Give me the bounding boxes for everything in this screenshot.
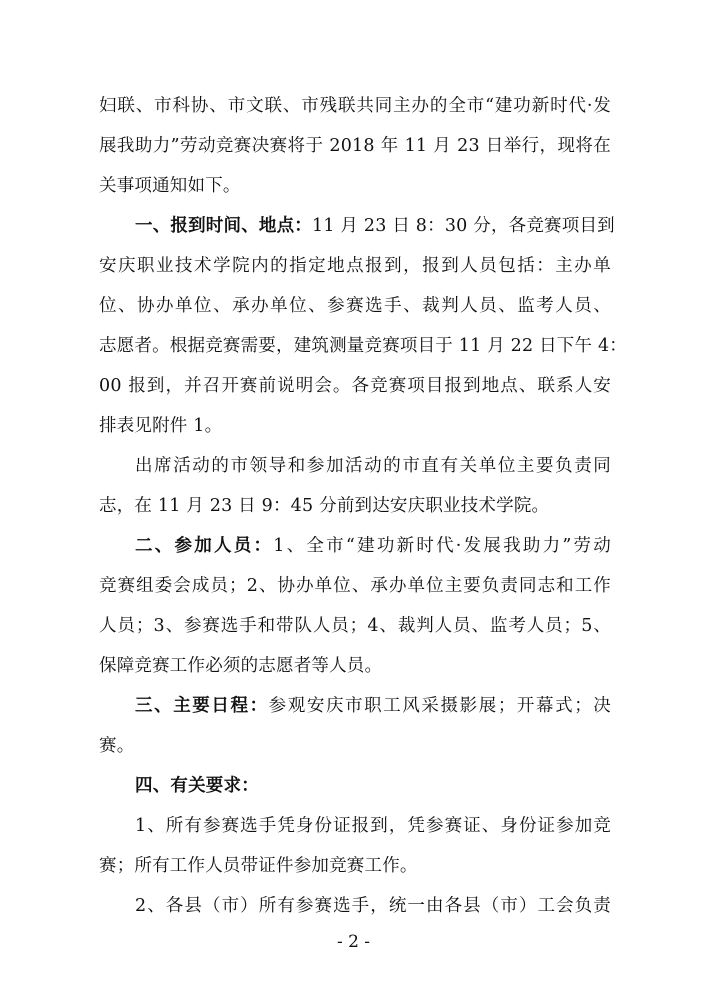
paragraph-text: 参观安庆市职工风采摄影展；开幕式；决 <box>268 696 611 716</box>
paragraph-line: 志愿者。根据竞赛需要，建筑测量竞赛项目于 11 月 22 日下午 4： <box>99 336 627 356</box>
paragraph-first-line <box>135 694 611 718</box>
paragraph-first-line: 1、所有参赛选手凭身份证报到，凭参赛证、身份证参加竞 <box>135 816 611 836</box>
paragraph-line: 位、协办单位、承办单位、参赛选手、裁判人员、监考人员、 <box>99 296 611 316</box>
paragraph-line: 志，在 11 月 23 日 9：45 分前到达安庆职业技术学院。 <box>99 496 550 516</box>
paragraph-line: 安庆职业技术学院内的指定地点报到，报到人员包括：主办单 <box>99 256 611 276</box>
section-heading: 四、有关要求： <box>135 776 259 796</box>
paragraph-text: 1、全市“建功新时代·发展我助力”劳动 <box>273 536 612 556</box>
paragraph-line: 展我助力”劳动竞赛决赛将于 2018 年 11 月 23 日举行，现将在 <box>99 136 611 156</box>
paragraph-line: 保障竞赛工作必须的志愿者等人员。 <box>99 656 383 676</box>
section-heading: 一、报到时间、地点： <box>135 216 312 236</box>
paragraph-line: 排表见附件 1。 <box>99 416 223 436</box>
paragraph-first-line <box>135 774 611 798</box>
paragraph-line: 人员；3、参赛选手和带队人员；4、裁判人员、监考人员；5、 <box>99 616 611 636</box>
paragraph-line: 妇联、市科协、市文联、市残联共同主办的全市“建功新时代·发 <box>99 96 611 116</box>
paragraph-first-line <box>135 534 611 558</box>
page-number: - 2 - <box>336 932 371 952</box>
paragraph-text: 11 月 23 日 8：30 分，各竞赛项目到 <box>312 216 615 236</box>
paragraph-line: 00 报到，并召开赛前说明会。各竞赛项目报到地点、联系人安 <box>99 376 611 396</box>
paragraph-first-line: 出席活动的市领导和参加活动的市直有关单位主要负责同 <box>135 456 611 476</box>
paragraph-line: 赛。 <box>99 736 135 756</box>
paragraph-line: 关事项通知如下。 <box>99 176 241 196</box>
paragraph-first-line: 2、各县（市）所有参赛选手，统一由各县（市）工会负责 <box>135 896 611 916</box>
section-heading: 三、主要日程： <box>135 696 269 716</box>
paragraph-first-line <box>135 214 615 238</box>
paragraph-line: 赛；所有工作人员带证件参加竞赛工作。 <box>99 856 418 876</box>
section-heading: 二、参加人员： <box>135 536 274 556</box>
paragraph-line: 竞赛组委会成员；2、协办单位、承办单位主要负责同志和工作 <box>99 576 611 596</box>
